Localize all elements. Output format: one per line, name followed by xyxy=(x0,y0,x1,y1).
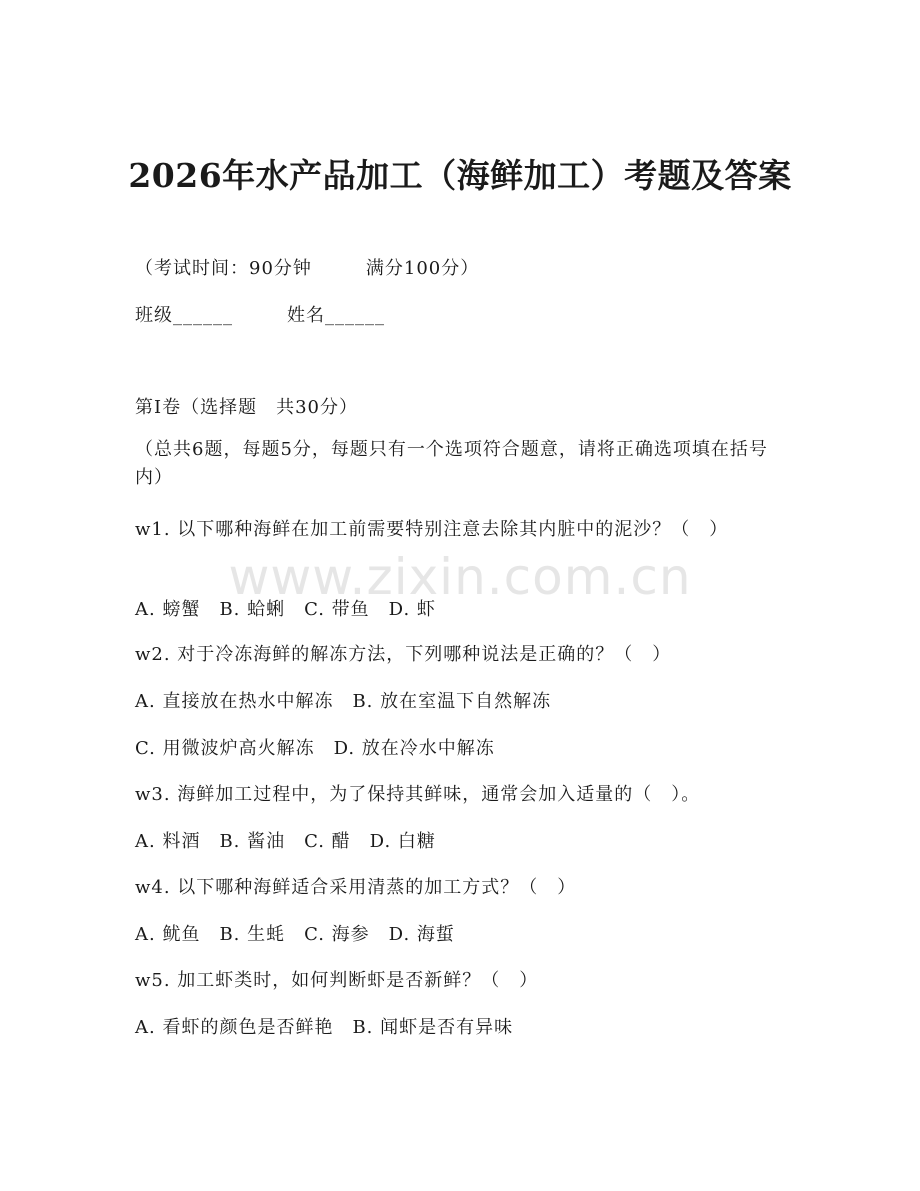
exam-time: （考试时间：90分钟 xyxy=(135,258,312,279)
class-field: 班级______ xyxy=(135,305,233,326)
name-field: 姓名______ xyxy=(287,305,385,326)
section-title: 第Ⅰ卷（选择题 共30分） xyxy=(135,397,359,418)
question-options: A. 直接放在热水中解冻 B. 放在室温下自然解冻 xyxy=(135,691,552,712)
document-title: 2026年水产品加工（海鲜加工）考题及答案 xyxy=(128,156,792,195)
student-info xyxy=(135,301,385,327)
question-options: A. 看虾的颜色是否鲜艳 B. 闻虾是否有异味 xyxy=(135,1017,514,1038)
question-stem: w4. 以下哪种海鲜适合采用清蒸的加工方式？（ ） xyxy=(135,877,577,898)
watermark: www.zixin.com.cn xyxy=(228,548,692,606)
question-stem: w5. 加工虾类时，如何判断虾是否新鲜？（ ） xyxy=(135,970,539,991)
question-stem: w2. 对于冷冻海鲜的解冻方法，下列哪种说法是正确的？（ ） xyxy=(135,644,672,665)
question-stem: w3. 海鲜加工过程中，为了保持其鲜味，通常会加入适量的（ ）。 xyxy=(135,784,701,805)
question-options: A. 螃蟹 B. 蛤蜊 C. 带鱼 D. 虾 xyxy=(135,599,436,620)
question-stem: w1. 以下哪种海鲜在加工前需要特别注意去除其内脏中的泥沙？（ ） xyxy=(135,519,729,540)
instructions: （总共6题，每题5分，每题只有一个选项符合题意，请将正确选项填在括号内） xyxy=(135,439,768,488)
full-score: 满分100分） xyxy=(365,258,480,279)
exam-info xyxy=(135,254,479,280)
question-options: C. 用微波炉高火解冻 D. 放在冷水中解冻 xyxy=(135,738,495,759)
question-options: A. 料酒 B. 酱油 C. 醋 D. 白糖 xyxy=(135,831,436,852)
question-options: A. 鱿鱼 B. 生蚝 C. 海参 D. 海蜇 xyxy=(135,924,455,945)
